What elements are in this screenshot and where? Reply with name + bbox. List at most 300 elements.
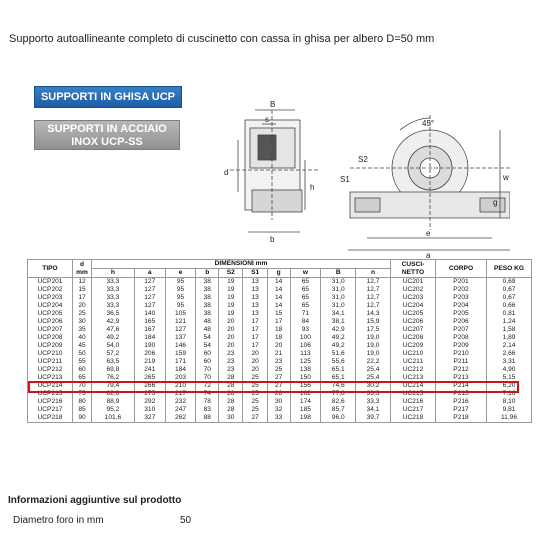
table-cell: 33,3 [356,390,391,398]
table-cell: 14 [267,278,290,287]
table-cell: 95 [165,286,196,294]
table-cell: 127 [134,278,165,287]
table-cell: 93 [290,326,321,334]
table-cell: 146 [165,342,196,350]
table-cell: 48 [196,318,219,326]
table-cell: 12,7 [356,286,391,294]
table-cell: 47,6 [92,326,135,334]
table-row [28,318,532,326]
table-cell: 85,7 [321,406,356,414]
table-cell: UC215 [391,390,436,398]
table-cell: 206 [134,350,165,358]
table-cell: 65 [290,302,321,310]
table-cell: 15,9 [356,318,391,326]
table-cell: 65,1 [321,366,356,374]
table-row [28,366,532,374]
table-cell: 0,66 [487,302,532,310]
table-cell: 17 [243,318,267,326]
table-cell: 28 [267,390,290,398]
table-row [28,326,532,334]
dim-h-label: h [310,183,315,192]
table-cell: UCP205 [28,310,73,318]
table-cell: 42,9 [92,318,135,326]
table-cell: 95 [165,302,196,310]
table-cell: 38 [196,302,219,310]
dim-a-label: a [426,251,431,260]
table-cell: UC201 [391,278,436,287]
bore-diameter-label: Diametro foro in mm [13,515,104,526]
acciaio-label-line1: SUPPORTI IN ACCIAIO [47,123,167,135]
table-cell: 38 [196,286,219,294]
table-row [28,414,532,423]
dim-w-label: w [503,173,509,182]
table-cell: 28 [219,374,243,382]
table-cell: UC206 [391,318,436,326]
table-cell: 20 [267,342,290,350]
table-cell: 31,0 [321,294,356,302]
dim-B-label: B [270,100,276,109]
table-cell: 101,6 [92,414,135,423]
table-cell: 17 [243,326,267,334]
table-cell: 65 [73,374,92,382]
supporti-acciaio-button[interactable] [34,120,180,150]
subcol-s1: S1 [243,269,267,278]
table-cell: 9,81 [487,406,532,414]
table-cell: P218 [436,414,487,423]
table-cell: 174 [290,398,321,406]
table-row [28,294,532,302]
table-cell: 83 [196,406,219,414]
table-cell: 48 [196,326,219,334]
table-cell: 184 [134,334,165,342]
table-cell: 90 [73,414,92,423]
table-cell: UC210 [391,350,436,358]
table-cell: 55,6 [321,358,356,366]
table-cell: 185 [290,406,321,414]
table-row [28,358,532,366]
table-cell: 51,6 [321,350,356,358]
table-cell: 23 [219,350,243,358]
table-cell: P202 [436,286,487,294]
subcol-e: e [165,269,196,278]
table-cell: 8,10 [487,398,532,406]
table-cell: 32 [267,406,290,414]
table-cell: 162 [290,390,321,398]
table-cell: 39,7 [356,414,391,423]
technical-drawing [200,100,510,260]
table-cell: 7,16 [487,390,532,398]
table-cell: 25,4 [356,374,391,382]
dim-s-label: s [265,115,269,124]
table-cell: 88,9 [92,398,135,406]
table-cell: 17 [243,334,267,342]
col-peso: PESO KG [487,260,532,278]
table-cell: 19 [219,310,243,318]
col-d: d mm [73,260,92,278]
info-heading: Informazioni aggiuntive sul prodotto [8,495,182,506]
table-cell: UC218 [391,414,436,423]
table-cell: P203 [436,294,487,302]
dim-d-label: d [224,168,229,177]
table-cell: 76,2 [92,374,135,382]
table-cell: 38 [196,294,219,302]
table-cell: 6,20 [487,382,532,390]
dim-S2-label: S2 [358,155,368,164]
table-cell: UCP218 [28,414,73,423]
table-cell: 20 [243,358,267,366]
table-cell: 19,0 [356,350,391,358]
table-cell: 69,8 [92,366,135,374]
subcol-n: n [356,269,391,278]
table-cell: UC216 [391,398,436,406]
table-cell: 35 [73,326,92,334]
table-cell: 38 [196,278,219,287]
table-cell: 25 [243,390,267,398]
table-cell: UC208 [391,334,436,342]
table-cell: 57,2 [92,350,135,358]
col-corpo: CORPO [436,260,487,278]
dim-b-label: b [270,235,275,244]
table-cell: UC212 [391,366,436,374]
table-cell: 49,2 [321,334,356,342]
table-cell: UC207 [391,326,436,334]
table-cell: 54 [196,334,219,342]
table-cell: 27 [267,374,290,382]
subcol-s2: S2 [219,269,243,278]
table-cell: UC213 [391,374,436,382]
table-cell: 33,3 [92,286,135,294]
table-cell: 27 [267,382,290,390]
table-cell: 20 [219,334,243,342]
table-cell: 210 [165,382,196,390]
table-cell: 82,6 [321,398,356,406]
table-cell: 232 [165,398,196,406]
subcol-w: w [290,269,321,278]
dim-angle-label: 45° [422,119,435,128]
table-cell: 127 [134,302,165,310]
table-cell: 28 [219,406,243,414]
table-cell: 19,0 [356,342,391,350]
table-cell: 23 [219,358,243,366]
dim-S1-label: S1 [340,175,350,184]
table-cell: 1,24 [487,318,532,326]
table-cell: 156 [290,382,321,390]
table-cell: 125 [290,358,321,366]
table-cell: 167 [134,326,165,334]
bore-diameter-value: 50 [180,515,192,526]
table-cell: 20 [219,318,243,326]
table-cell: 20 [219,326,243,334]
table-cell: UCP210 [28,350,73,358]
table-cell: 217 [165,390,196,398]
table-cell: UCP202 [28,286,73,294]
table-cell: 127 [134,286,165,294]
table-cell: 60 [73,366,92,374]
table-cell: 65 [290,294,321,302]
table-cell: 0,69 [487,278,532,287]
table-cell: 70 [196,374,219,382]
table-cell: 60 [196,358,219,366]
table-cell: 11,96 [487,414,532,423]
subcol-b: b [196,269,219,278]
table-row [28,342,532,350]
table-cell: 13 [243,278,267,287]
table-cell: 50 [73,350,92,358]
table-cell: 17 [267,318,290,326]
table-cell: 34,1 [356,406,391,414]
table-cell: 34,1 [321,310,356,318]
table-cell: 45 [73,342,92,350]
table-cell: 127 [134,294,165,302]
table-cell: 75 [73,390,92,398]
table-cell: 12,7 [356,294,391,302]
dim-e-label: e [426,229,431,238]
table-cell: 74,6 [321,382,356,390]
table-cell: 5,15 [487,374,532,382]
table-cell: UC217 [391,406,436,414]
table-cell: 33 [267,414,290,423]
table-cell: 275 [134,390,165,398]
table-cell: P204 [436,302,487,310]
table-cell: 241 [134,366,165,374]
table-cell: 55 [73,358,92,366]
table-cell: 19 [219,302,243,310]
subcol-b: B [321,269,356,278]
table-cell: 60 [196,350,219,358]
table-cell: P205 [436,310,487,318]
table-cell: UCP217 [28,406,73,414]
subcol-g: g [267,269,290,278]
table-cell: 33,3 [92,302,135,310]
table-cell: 14 [267,286,290,294]
table-cell: 25 [243,382,267,390]
table-cell: P209 [436,342,487,350]
table-cell: 63,5 [92,358,135,366]
dimensions-table [27,259,532,423]
table-cell: UCP211 [28,358,73,366]
table-cell: 49,2 [321,342,356,350]
table-cell: 140 [134,310,165,318]
table-cell: 30 [219,414,243,423]
table-cell: UCP214 [28,382,73,390]
table-cell: 79,4 [92,382,135,390]
table-cell: 19 [219,278,243,287]
table-cell: 65 [290,286,321,294]
table-cell: P201 [436,278,487,287]
table-cell: UC209 [391,342,436,350]
table-cell: 0,67 [487,294,532,302]
col-dimensioni: DIMENSIONI mm [92,260,391,269]
table-cell: 262 [165,414,196,423]
table-cell: 3,31 [487,358,532,366]
table-cell: 28 [219,382,243,390]
table-cell: 13 [243,302,267,310]
table-cell: P216 [436,398,487,406]
table-cell: 96,0 [321,414,356,423]
table-cell: UCP201 [28,278,73,287]
table-cell: 95 [165,278,196,287]
table-cell: 113 [290,350,321,358]
table-cell: 310 [134,406,165,414]
table-cell: 15 [73,286,92,294]
table-cell: P210 [436,350,487,358]
table-cell: 105 [165,310,196,318]
highlight-row-ucp210 [28,381,519,393]
table-cell: 88 [196,414,219,423]
table-cell: UC211 [391,358,436,366]
table-cell: 14,3 [356,310,391,318]
table-cell: 1,89 [487,334,532,342]
supporti-ghisa-button[interactable]: SUPPORTI IN GHISA UCP [34,86,182,108]
table-cell: 95,2 [92,406,135,414]
table-cell: 28 [219,390,243,398]
table-cell: 292 [134,398,165,406]
table-cell: 77,8 [321,390,356,398]
table-cell: UC202 [391,286,436,294]
table-cell: 84 [290,318,321,326]
table-cell: 17 [243,342,267,350]
table-cell: 14 [267,294,290,302]
table-cell: 21 [267,350,290,358]
table-cell: 38,1 [321,318,356,326]
table-cell: 12 [73,278,92,287]
table-cell: UCP204 [28,302,73,310]
table-cell: 25 [243,406,267,414]
table-cell: 171 [165,358,196,366]
table-cell: 82,6 [92,390,135,398]
table-cell: 49,2 [92,334,135,342]
table-row [28,302,532,310]
table-cell: 159 [165,350,196,358]
table-cell: 0,67 [487,286,532,294]
table-cell: 25 [243,374,267,382]
table-cell: P211 [436,358,487,366]
table-cell: UC204 [391,302,436,310]
table-cell: UCP207 [28,326,73,334]
table-cell: 1,58 [487,326,532,334]
subcol-a: a [134,269,165,278]
table-row [28,310,532,318]
table-cell: 15 [267,310,290,318]
table-cell: P206 [436,318,487,326]
table-cell: 0,81 [487,310,532,318]
table-cell: 31,0 [321,278,356,287]
table-cell: UCP213 [28,374,73,382]
table-cell: 203 [165,374,196,382]
table-cell: 137 [165,334,196,342]
acciaio-label-line2: INOX UCP-SS [71,136,143,148]
table-cell: 127 [165,326,196,334]
table-cell: 100 [290,334,321,342]
table-cell: UCP212 [28,366,73,374]
table-cell: UCP215 [28,390,73,398]
col-cuscinetto: CUSCI- NETTO [391,260,436,278]
table-cell: 2,66 [487,350,532,358]
table-cell: 198 [290,414,321,423]
table-cell: 2,14 [487,342,532,350]
table-cell: 25 [243,398,267,406]
table-cell: 138 [290,366,321,374]
table-cell: 74 [196,390,219,398]
table-row [28,278,532,287]
table-row [28,286,532,294]
table-cell: 31,0 [321,286,356,294]
table-cell: 12,7 [356,278,391,287]
table-cell: UC203 [391,294,436,302]
table-cell: UC205 [391,310,436,318]
table-cell: 70 [196,366,219,374]
table-cell: 13 [243,294,267,302]
table-cell: P215 [436,390,487,398]
table-cell: 38 [196,310,219,318]
table-cell: P208 [436,334,487,342]
table-cell: 327 [134,414,165,423]
table-cell: 121 [165,318,196,326]
table-row [28,398,532,406]
table-cell: 40 [73,334,92,342]
table-cell: 25 [73,310,92,318]
table-cell: UCP209 [28,342,73,350]
table-cell: 25,4 [356,366,391,374]
table-cell: 20 [243,350,267,358]
table-cell: UCP216 [28,398,73,406]
table-cell: 30 [267,398,290,406]
table-cell: 33,3 [92,278,135,287]
table-cell: 80 [73,398,92,406]
table-cell: 65,1 [321,374,356,382]
table-cell: 13 [243,310,267,318]
table-cell: P214 [436,382,487,390]
table-cell: P217 [436,406,487,414]
table-cell: 27 [243,414,267,423]
table-cell: UCP208 [28,334,73,342]
col-tipo: TIPO [28,260,73,278]
subcol-h: h [92,269,135,278]
table-cell: 78 [196,398,219,406]
table-cell: UCP203 [28,294,73,302]
table-cell: 13 [243,286,267,294]
table-cell: 266 [134,382,165,390]
table-cell: 18 [267,326,290,334]
table-cell: 19 [219,294,243,302]
table-row [28,334,532,342]
table-cell: 14 [267,302,290,310]
table-cell: 22,2 [356,358,391,366]
table-cell: 36,5 [92,310,135,318]
dim-g-label: g [493,198,498,207]
table-cell: 30,2 [356,382,391,390]
page-title: Supporto autoallineante completo di cuscinetto con cassa in ghisa per albero D=50 mm [9,33,435,45]
table-cell: 150 [290,374,321,382]
table-cell: P212 [436,366,487,374]
table-cell: 23 [267,358,290,366]
table-cell: 247 [165,406,196,414]
table-cell: 72 [196,382,219,390]
table-cell: 65 [290,278,321,287]
table-cell: P213 [436,374,487,382]
table-cell: 31,0 [321,302,356,310]
table-cell: 33,3 [92,294,135,302]
table-cell: 19 [219,286,243,294]
table-cell: 71 [290,310,321,318]
table-cell: 18 [267,334,290,342]
table-cell: 28 [219,398,243,406]
table-cell: 184 [165,366,196,374]
table-cell: 95 [165,294,196,302]
table-cell: 190 [134,342,165,350]
table-cell: 17 [73,294,92,302]
table-cell: UCP206 [28,318,73,326]
